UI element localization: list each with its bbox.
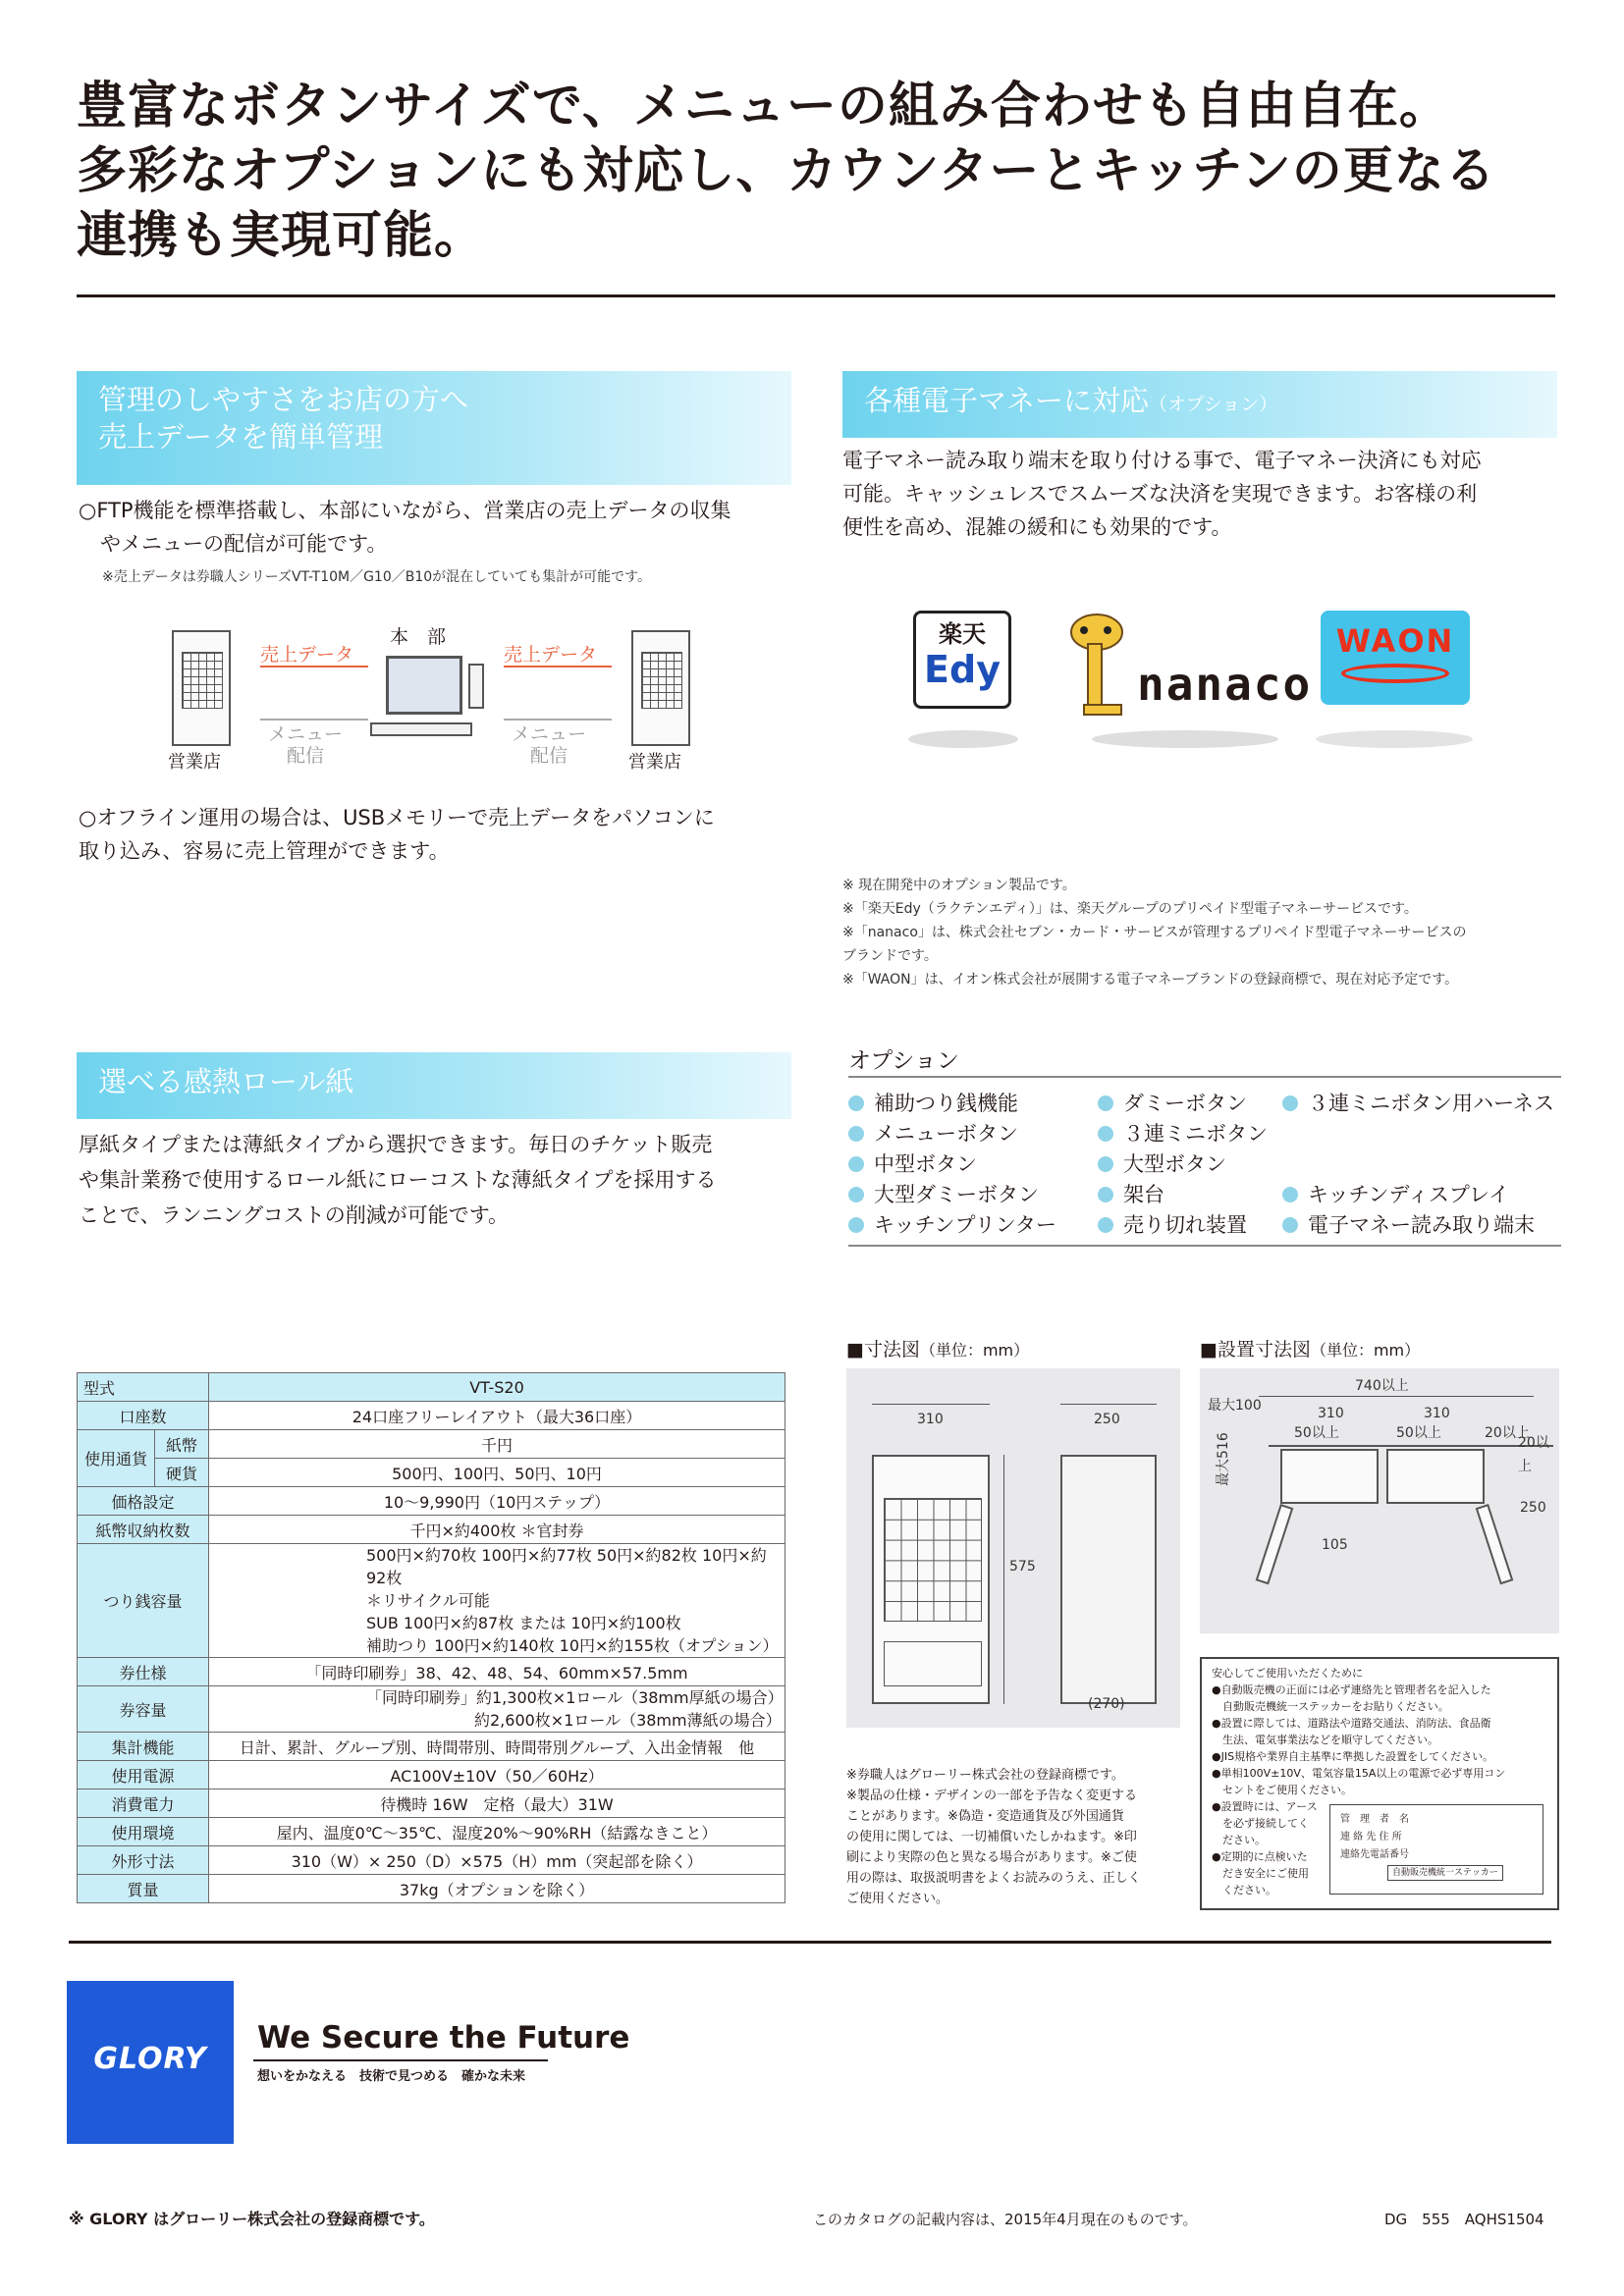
option-label: キッチンプリンター xyxy=(874,1213,1056,1237)
nanaco-logo-text: nanaco xyxy=(1137,658,1313,711)
sticker-line: 連絡先電話番号 xyxy=(1340,1849,1409,1860)
headline-line-2: 多彩なオプションにも対応し、カウンターとキッチンの更なる xyxy=(77,142,1496,200)
sales-data-label-left: 売上データ xyxy=(260,644,354,666)
sticker-line: 管 理 者 名 xyxy=(1340,1814,1409,1825)
bullet-icon xyxy=(1282,1217,1298,1233)
spec-label: 価格設定 xyxy=(78,1487,209,1516)
install-gap3: 20以上 xyxy=(1485,1425,1530,1441)
spec-label: 券容量 xyxy=(78,1686,209,1733)
spec-value: 千円×約400枚 ＊官封券 xyxy=(209,1516,785,1544)
dim-depth-2: (270) xyxy=(1088,1696,1125,1712)
dim-line xyxy=(1259,1396,1534,1397)
logo-shadow xyxy=(908,730,1018,748)
emoney-line-1: 電子マネー読み取り端末を取り付ける事で、電子マネー決済にも対応 xyxy=(842,449,1482,472)
ftp-line-1: ○FTP機能を標準搭載し、本部にいながら、営業店の売上データの収集 xyxy=(79,499,731,522)
waon-logo-text: WAON xyxy=(1335,622,1455,660)
option-item xyxy=(1098,1179,1164,1208)
table-row xyxy=(78,1818,785,1846)
emoney-title: 各種電子マネーに対応 xyxy=(864,384,1150,417)
option-item xyxy=(1098,1148,1226,1178)
trademark-note-line: 用の際は、取扱説明書をよくお読みのうえ、正しく xyxy=(846,1871,1141,1886)
table-row xyxy=(78,1459,785,1487)
option-item xyxy=(848,1118,1018,1148)
sales-data-label-right: 売上データ xyxy=(504,644,598,666)
spec-value: 500円、100円、50円、10円 xyxy=(209,1459,785,1487)
trademark-note-line: ※製品の仕様・デザインの一部を予告なく変更する xyxy=(846,1789,1137,1803)
table-row xyxy=(78,1875,785,1903)
spec-label: 使用電源 xyxy=(78,1761,209,1789)
roll-line-3: ことで、ランニングコストの削減が可能です。 xyxy=(79,1203,510,1227)
edy-logo-bottom: Edy xyxy=(924,648,1001,691)
table-row xyxy=(78,1658,785,1686)
spec-table xyxy=(77,1372,785,1903)
trademark-note-line: 刷により実際の色と異なる場合があります。※ご使 xyxy=(846,1850,1137,1865)
options-title: オプション xyxy=(848,1048,959,1074)
roll-paper-title: 選べる感熱ロール紙 xyxy=(98,1065,354,1098)
dim-height: 575 xyxy=(1009,1559,1036,1575)
bullet-icon xyxy=(1282,1095,1298,1111)
emoney-line-2: 可能。キャッシュレスでスムーズな決済を実現できます。お客様の利 xyxy=(842,482,1478,506)
emoney-note-5: ※「WAON」は、イオン株式会社が展開する電子マネーブランドの登録商標で、現在対応予定です。 xyxy=(842,972,1459,988)
option-item xyxy=(1098,1209,1247,1239)
store-kiosk-right-icon xyxy=(631,630,690,746)
glory-logo-block xyxy=(67,1981,234,2144)
store-kiosk-left-icon xyxy=(172,630,231,746)
emoney-note-1: ※ 現在開発中のオプション製品です。 xyxy=(842,878,1076,893)
menu-distribution-left xyxy=(268,723,343,767)
rakuten-edy-logo xyxy=(913,611,1011,709)
options-bottom-rule xyxy=(848,1245,1561,1247)
dimension-drawing xyxy=(846,1368,1180,1728)
option-label: メニューボタン xyxy=(874,1122,1018,1146)
door-left-icon xyxy=(1256,1504,1294,1584)
tagline-sub: 想いをかなえる 技術で見つめる 確かな未来 xyxy=(257,2069,526,2084)
sticker-line: 連 絡 先 住 所 xyxy=(1340,1832,1402,1842)
install-door: 105 xyxy=(1322,1537,1348,1553)
option-label: 電子マネー読み取り端末 xyxy=(1308,1213,1535,1237)
option-item xyxy=(848,1088,1018,1117)
management-title-band xyxy=(77,371,791,485)
safety-notice-box xyxy=(1200,1657,1559,1910)
option-item xyxy=(848,1179,1039,1208)
table-row xyxy=(78,1761,785,1789)
pc-tower-icon xyxy=(468,664,484,709)
spec-value: 37kg（オプションを除く） xyxy=(209,1875,785,1903)
spec-label: 消費電力 xyxy=(78,1789,209,1818)
spec-model-label: 型式 xyxy=(78,1373,209,1402)
dimension-title: ■寸法図 xyxy=(846,1339,920,1361)
spec-value: 10〜9,990円（10円ステップ） xyxy=(209,1487,785,1516)
arrow-left-red-icon xyxy=(504,666,612,667)
depth-dim-line xyxy=(1060,1404,1157,1405)
spec-label: 質量 xyxy=(78,1875,209,1903)
bullet-icon xyxy=(1098,1187,1113,1202)
spec-value: 24口座フリーレイアウト（最大36口座） xyxy=(209,1402,785,1430)
spec-value-line: 「同時印刷券」約1,300枚×1ロール（38mm厚紙の場合） xyxy=(366,1688,784,1707)
install-title: ■設置寸法図 xyxy=(1200,1339,1311,1361)
option-item xyxy=(848,1148,977,1178)
trademark-note-line: ご使用ください。 xyxy=(846,1892,949,1906)
option-item xyxy=(1098,1118,1268,1148)
emoney-note-2: ※「楽天Edy（ラクテンエディ）」は、楽天グループのプリペイド型電子マネーサービスです。 xyxy=(842,901,1418,917)
dimension-drawing-title xyxy=(846,1335,1029,1362)
table-row xyxy=(78,1686,785,1733)
ftp-line-2: やメニューの配信が可能です。 xyxy=(100,532,388,556)
ftp-note: ※売上データは券職人シリーズVT-T10M／G10／B10が混在していても集計が可能です。 xyxy=(102,569,652,585)
emoney-note-3: ※「nanaco」は、株式会社セブン・カード・サービスが管理するプリペイド型電子マネーサービスの xyxy=(842,925,1467,940)
install-total: 740以上 xyxy=(1355,1378,1409,1394)
emoney-title-option: （オプション） xyxy=(1149,394,1278,415)
pc-monitor-icon xyxy=(386,656,462,715)
install-h250: 250 xyxy=(1520,1500,1546,1516)
ftp-description xyxy=(79,494,805,561)
option-item xyxy=(1282,1179,1509,1208)
table-row xyxy=(78,1544,785,1658)
spec-value-line: 500円×約70枚 100円×約77枚 50円×約82枚 10円×約92枚 xyxy=(366,1546,767,1587)
keyboard-icon xyxy=(370,722,472,736)
footer-date: このカタログの記載内容は、2015年4月現在のものです。 xyxy=(813,2211,1198,2228)
dimension-unit: （単位：mm） xyxy=(919,1341,1030,1360)
footer-divider xyxy=(69,1941,1551,1944)
menu-dist-line-2: 配信 xyxy=(530,745,568,767)
glory-logo-text: GLORY xyxy=(93,2042,207,2076)
install-gap2: 50以上 xyxy=(1396,1425,1441,1441)
tagline-underline xyxy=(253,2059,548,2061)
table-row xyxy=(78,1487,785,1516)
spec-sublabel: 紙幣 xyxy=(155,1430,209,1459)
table-row xyxy=(78,1789,785,1818)
safety-line: だき安全にご使用 xyxy=(1212,1867,1309,1880)
bullet-icon xyxy=(1282,1187,1298,1202)
safety-line: ●設置に際しては、道路法や道路交通法、消防法、食品衛 xyxy=(1212,1717,1491,1730)
trademark-notes xyxy=(846,1765,1180,1909)
safety-line: を必ず接続してく xyxy=(1212,1817,1309,1830)
trademark-note-line: ※券職人はグローリー株式会社の登録商標です。 xyxy=(846,1768,1124,1783)
bullet-icon xyxy=(1098,1156,1113,1172)
option-label: ３連ミニボタン用ハーネス xyxy=(1308,1092,1554,1115)
logo-shadow xyxy=(1092,730,1278,748)
footer-code: DG 555 AQHS1504 xyxy=(1384,2211,1544,2228)
arrow-right-icon xyxy=(260,666,368,667)
bullet-icon xyxy=(1098,1217,1113,1233)
roll-paper-title-band xyxy=(77,1052,791,1119)
table-row xyxy=(78,1733,785,1761)
spec-value: 千円 xyxy=(209,1430,785,1459)
spec-label: 口座数 xyxy=(78,1402,209,1430)
spec-value: 310（W）× 250（D）×575（H）mm（突起部を除く） xyxy=(209,1846,785,1875)
headline-divider xyxy=(77,294,1555,297)
spec-label: 券仕様 xyxy=(78,1658,209,1686)
management-title-line-1: 管理のしやすさをお店の方へ xyxy=(98,383,469,416)
wall-line xyxy=(1269,1445,1553,1447)
offline-line-2: 取り込み、容易に売上管理ができます。 xyxy=(79,839,450,863)
management-title-line-2: 売上データを簡単管理 xyxy=(98,420,384,454)
side-view-icon xyxy=(1060,1455,1157,1704)
store-label-right: 営業店 xyxy=(628,752,681,773)
spec-value: 待機時 16W 定格（最大）31W xyxy=(209,1789,785,1818)
safety-line: 自動販売機統一ステッカーをお貼りください。 xyxy=(1212,1700,1449,1713)
safety-line: ●JIS規格や業界自主基準に準拠した設置をしてください。 xyxy=(1212,1750,1494,1763)
install-gap1: 50以上 xyxy=(1294,1425,1339,1441)
arrow-right-grey-icon xyxy=(504,719,612,721)
install-drawing-title xyxy=(1200,1335,1420,1362)
trademark-note-line: ことがあります。※偽造・変造通貨及び外国通貨 xyxy=(846,1809,1124,1824)
spec-value-multiline xyxy=(209,1544,785,1658)
kiosk-plan-1-icon xyxy=(1280,1449,1379,1504)
emoney-note-4: ブランドです。 xyxy=(842,948,938,964)
safety-line: セントをご使用ください。 xyxy=(1212,1784,1352,1796)
table-row xyxy=(78,1373,785,1402)
table-row xyxy=(78,1430,785,1459)
width-dim-line xyxy=(872,1404,990,1405)
table-row xyxy=(78,1516,785,1544)
emoney-line-3: 便性を高め、混雑の緩和にも効果的です。 xyxy=(842,515,1232,539)
logo-shadow xyxy=(1316,730,1473,748)
safety-line: 安心してご使用いただくために xyxy=(1212,1667,1363,1680)
roll-line-1: 厚紙タイプまたは薄紙タイプから選択できます。毎日のチケット販売 xyxy=(79,1133,713,1156)
option-label: ダミーボタン xyxy=(1123,1092,1247,1115)
spec-value: 屋内、温度0℃〜35℃、湿度20%〜90%RH（結露なきこと） xyxy=(209,1818,785,1846)
option-item xyxy=(848,1209,1056,1239)
waon-logo xyxy=(1321,611,1470,705)
option-label: 大型ボタン xyxy=(1123,1152,1226,1176)
dim-width: 310 xyxy=(917,1412,944,1427)
install-w1: 310 xyxy=(1318,1406,1344,1421)
option-item xyxy=(1282,1209,1535,1239)
waon-swoosh-icon xyxy=(1341,664,1449,683)
table-row xyxy=(78,1402,785,1430)
spec-sublabel: 硬貨 xyxy=(155,1459,209,1487)
safety-line: ●単相100V±10V、電気容量15A以上の電源で必ず専用コン xyxy=(1212,1767,1506,1780)
offline-description xyxy=(79,801,805,868)
headline-line-1: 豊富なボタンサイズで、メニューの組み合わせも自由自在。 xyxy=(77,78,1450,135)
store-label-left: 営業店 xyxy=(168,752,221,773)
spec-value-multiline xyxy=(209,1686,785,1733)
emoney-notes xyxy=(842,874,1569,991)
install-max100: 最大100 xyxy=(1208,1398,1262,1414)
bullet-icon xyxy=(848,1187,864,1202)
front-view-icon xyxy=(872,1455,990,1704)
safety-line: ださい。 xyxy=(1212,1834,1266,1846)
spec-value: AC100V±10V（50／60Hz） xyxy=(209,1761,785,1789)
offline-line-1: ○オフライン運用の場合は、USBメモリーで売上データをパソコンに xyxy=(79,806,715,829)
edy-logo-top: 楽天 xyxy=(939,620,986,648)
spec-label: 使用通貨 xyxy=(78,1430,155,1487)
safety-line: ●設置時には、アース xyxy=(1212,1800,1318,1813)
bullet-icon xyxy=(848,1126,864,1142)
sticker-sample xyxy=(1329,1804,1543,1895)
spec-label: 外形寸法 xyxy=(78,1846,209,1875)
spec-value: 「同時印刷券」38、42、48、54、60mm×57.5mm xyxy=(209,1658,785,1686)
spec-value-line: 約2,600枚×1ロール（38mm薄紙の場合） xyxy=(474,1711,782,1730)
sticker-caption: 自動販売機統一ステッカー xyxy=(1387,1865,1503,1881)
option-label: 補助つり銭機能 xyxy=(874,1092,1018,1115)
height-dim-line xyxy=(1003,1455,1004,1704)
safety-line: ●自動販売機の正面には必ず連絡先と管理者名を記入した xyxy=(1212,1683,1491,1696)
option-item xyxy=(1098,1088,1247,1117)
emoney-title-band xyxy=(842,371,1557,438)
menu-dist-line-1: メニュー xyxy=(268,723,344,745)
bullet-icon xyxy=(1098,1095,1113,1111)
bullet-icon xyxy=(848,1095,864,1111)
spec-value-line: SUB 100円×約87枚 または 10円×約100枚 xyxy=(366,1614,681,1632)
roll-line-2: や集計業務で使用するロール紙にローコストな薄紙タイプを採用する xyxy=(79,1168,717,1192)
data-flow-diagram xyxy=(162,620,712,777)
hq-label: 本 部 xyxy=(390,626,447,648)
option-label: 大型ダミーボタン xyxy=(874,1183,1039,1206)
bullet-icon xyxy=(848,1217,864,1233)
spec-table-wrap xyxy=(77,1372,785,1903)
page-headline xyxy=(77,75,1549,269)
arrow-left-icon xyxy=(260,719,368,721)
dim-depth: 250 xyxy=(1094,1412,1120,1427)
options-top-rule xyxy=(848,1076,1561,1078)
spec-value: 日計、累計、グループ別、時間帯別、時間帯別グループ、入出金情報 他 xyxy=(209,1733,785,1761)
door-right-icon xyxy=(1476,1504,1514,1584)
install-top20: 20以上 xyxy=(1518,1435,1549,1474)
table-row xyxy=(78,1846,785,1875)
menu-dist-line-1: メニュー xyxy=(512,723,587,745)
spec-label: つり銭容量 xyxy=(78,1544,209,1658)
footer-trademark: ※ GLORY はグローリー株式会社の登録商標です。 xyxy=(69,2210,435,2228)
install-drawing xyxy=(1200,1368,1559,1633)
spec-label: 使用環境 xyxy=(78,1818,209,1846)
option-item xyxy=(1282,1088,1554,1117)
menu-dist-line-2: 配信 xyxy=(287,745,325,767)
spec-label: 集計機能 xyxy=(78,1733,209,1761)
option-label: 売り切れ装置 xyxy=(1123,1213,1247,1237)
safety-line: ●定期的に点検いた xyxy=(1212,1850,1308,1863)
option-label: ３連ミニボタン xyxy=(1123,1122,1268,1146)
install-w2: 310 xyxy=(1424,1406,1450,1421)
spec-model: VT-S20 xyxy=(209,1373,785,1402)
menu-distribution-right xyxy=(512,723,586,767)
spec-value-line: 補助つり 100円×約140枚 10円×約155枚（オプション） xyxy=(366,1636,779,1655)
tagline: We Secure the Future xyxy=(257,2020,630,2056)
bullet-icon xyxy=(1098,1126,1113,1142)
emoney-description xyxy=(842,444,1559,544)
install-max516: 最大516 xyxy=(1216,1432,1231,1486)
safety-line: 生法、電気事業法などを順守してください。 xyxy=(1212,1734,1438,1746)
install-unit: （単位：mm） xyxy=(1310,1341,1421,1360)
roll-paper-description xyxy=(79,1127,805,1233)
spec-value-line: ＊リサイクル可能 xyxy=(366,1591,490,1610)
headline-line-3: 連携も実現可能。 xyxy=(77,207,486,265)
nanaco-giraffe-icon xyxy=(1062,611,1102,709)
kiosk-plan-2-icon xyxy=(1386,1449,1485,1504)
option-label: 中型ボタン xyxy=(874,1152,977,1176)
spec-label: 紙幣収納枚数 xyxy=(78,1516,209,1544)
safety-line: ください。 xyxy=(1212,1884,1276,1896)
option-label: 架台 xyxy=(1123,1183,1164,1206)
option-label: キッチンディスプレイ xyxy=(1308,1183,1509,1206)
bullet-icon xyxy=(848,1156,864,1172)
trademark-note-line: の使用に関しては、一切補償いたしかねます。※印 xyxy=(846,1830,1137,1844)
